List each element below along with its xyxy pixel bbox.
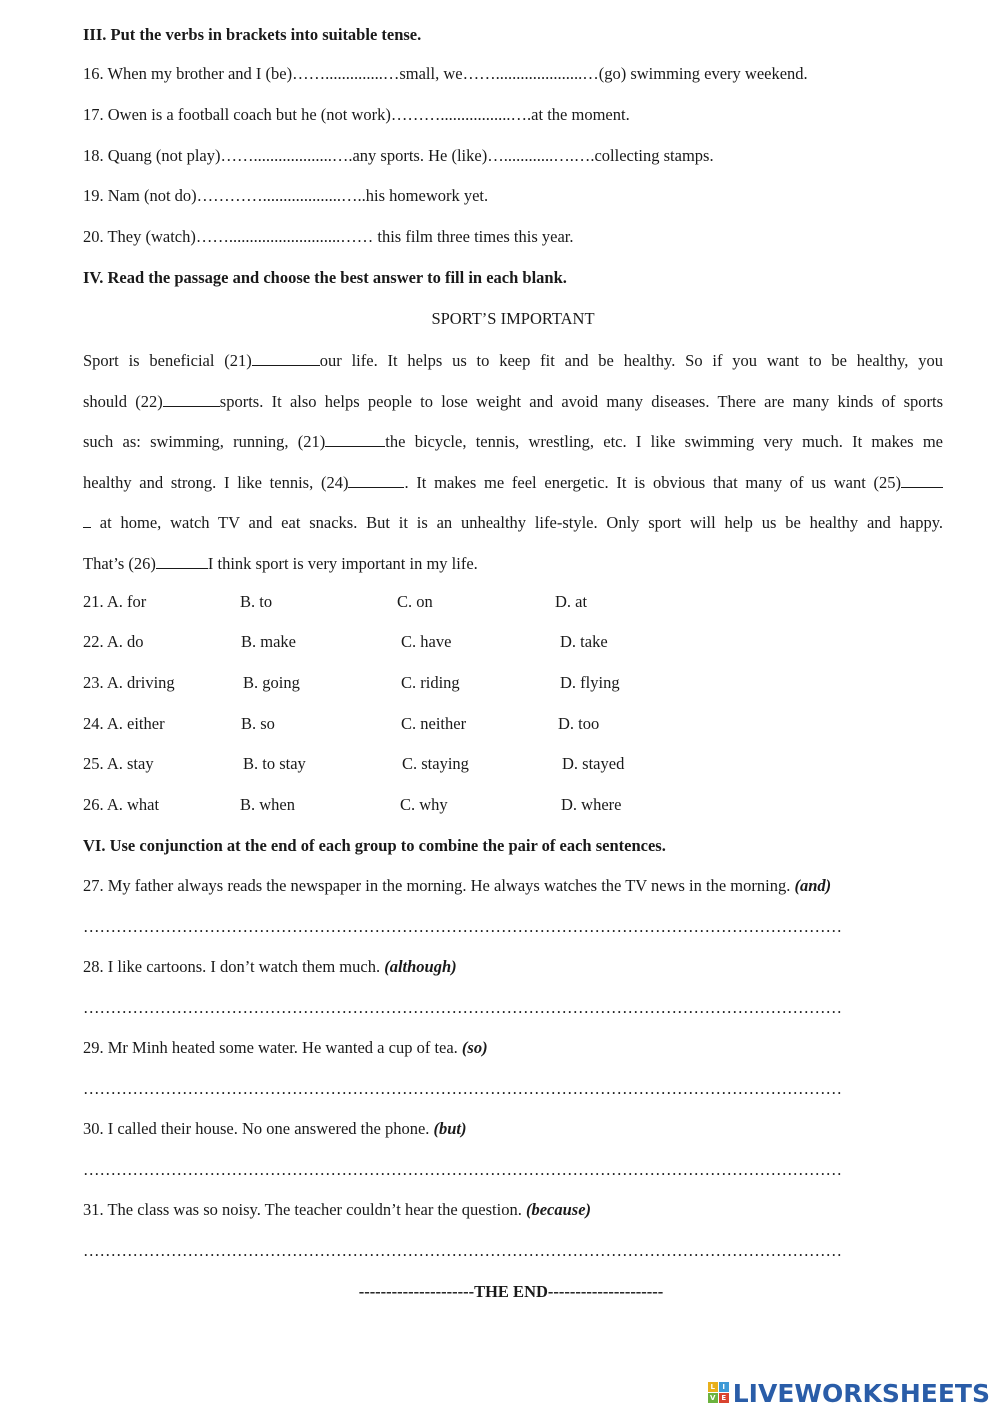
option-22-a[interactable]: 22. A. do	[83, 632, 144, 651]
section-4-heading: IV. Read the passage and choose the best answer to fill in each blank.	[83, 268, 567, 287]
passage-blank-25-continued[interactable]	[83, 511, 91, 528]
section-3-heading: III. Put the verbs in brackets into suitable tense.	[83, 25, 422, 44]
option-23-b[interactable]: B. going	[243, 673, 300, 692]
the-end-footer: ---------------------THE END---------------------	[358, 1282, 664, 1301]
option-25-b[interactable]: B. to stay	[243, 754, 306, 773]
option-23-c[interactable]: C. riding	[401, 673, 460, 692]
answer-line-29[interactable]: …………………………………………………………………………………………………………………………	[83, 1079, 842, 1098]
section-6-heading: VI. Use conjunction at the end of each group to combine the pair of each sentences.	[83, 836, 666, 855]
liveworksheets-logo	[708, 1378, 990, 1408]
option-24-b[interactable]: B. so	[241, 714, 275, 733]
passage-line-3: such as: swimming, running, (21) the bicycle, tennis, wrestling, etc. I like swimming very much. It makes me	[83, 432, 943, 451]
option-24-a[interactable]: 24. A. either	[83, 714, 165, 733]
conjunction-hint-27: (and)	[794, 876, 832, 895]
option-26-b[interactable]: B. when	[240, 795, 295, 814]
option-24-c[interactable]: C. neither	[401, 714, 467, 733]
option-21-d[interactable]: D. at	[555, 592, 588, 611]
option-26-d[interactable]: D. where	[561, 795, 622, 814]
passage-blank-24[interactable]	[348, 471, 404, 488]
option-21-b[interactable]: B. to	[240, 592, 273, 611]
liveworksheets-logo-icon: L I V E	[708, 1382, 730, 1404]
conjunction-hint-29: (so)	[461, 1038, 488, 1057]
question-30: 30. I called their house. No one answered the phone. (but)	[83, 1119, 467, 1138]
passage-line-4: healthy and strong. I like tennis, (24) . It makes me feel energetic. It is obvious that many of us want (25)	[83, 471, 943, 493]
passage-blank-21[interactable]	[252, 349, 320, 366]
option-22-c[interactable]: C. have	[401, 632, 452, 651]
passage-line-5: at home, watch TV and eat snacks. But it is an unhealthy life-style. Only sport will help us be healthy and happy.	[83, 511, 943, 533]
question-16: 16. When my brother and I (be)……..............…small, we…….....................…(go) swimming every weekend.	[83, 64, 808, 83]
option-25-d[interactable]: D. stayed	[562, 754, 625, 773]
passage-line-1: Sport is beneficial (21) our life. It helps us to keep fit and be healthy. So if you want to be healthy, you	[83, 351, 944, 370]
option-23-a[interactable]: 23. A. driving	[83, 673, 175, 692]
passage-title: SPORT’S IMPORTANT	[431, 309, 595, 328]
answer-blank-19[interactable]: …………...................…..	[196, 186, 366, 205]
question-31: 31. The class was so noisy. The teacher couldn’t hear the question. (because)	[83, 1200, 592, 1219]
answer-line-28[interactable]: …………………………………………………………………………………………………………………………	[83, 998, 842, 1017]
answer-blank-18a[interactable]: ……...................….	[220, 146, 353, 165]
question-20: 20. They (watch)……...........................…… this film three times this year.	[83, 227, 574, 246]
answer-blank-20[interactable]: ……...........................……	[195, 227, 374, 246]
option-21-a[interactable]: 21. A. for	[83, 592, 147, 611]
question-18: 18. Quang (not play)……...................….any sports. He (like)…............….….collecting stamps.	[83, 146, 714, 165]
question-19: 19. Nam (not do)…………...................…..his homework yet.	[83, 186, 489, 205]
passage-line-6: That’s (26) I think sport is very important in my life.	[83, 554, 478, 573]
answer-line-31[interactable]: …………………………………………………………………………………………………………………………	[83, 1241, 842, 1260]
option-25-c[interactable]: C. staying	[402, 754, 469, 773]
option-21-c[interactable]: C. on	[397, 592, 433, 611]
question-29: 29. Mr Minh heated some water. He wanted a cup of tea. (so)	[83, 1038, 488, 1057]
question-17: 17. Owen is a football coach but he (not work)……….................….at the moment.	[83, 105, 630, 124]
passage-blank-25[interactable]	[901, 471, 943, 488]
option-25-a[interactable]: 25. A. stay	[83, 754, 154, 773]
liveworksheets-logo-text: LIVEWORKSHEETS	[732, 1378, 990, 1408]
option-23-d[interactable]: D. flying	[560, 673, 620, 692]
option-24-d[interactable]: D. too	[558, 714, 600, 733]
option-22-d[interactable]: D. take	[560, 632, 608, 651]
answer-blank-16a[interactable]: ……..............…	[292, 64, 400, 83]
question-28: 28. I like cartoons. I don’t watch them much. (although)	[83, 957, 457, 976]
answer-blank-17[interactable]: ……….................….	[390, 105, 532, 124]
answer-line-27[interactable]: …………………………………………………………………………………………………………………………	[83, 917, 842, 936]
passage-blank-23[interactable]	[325, 430, 385, 447]
answer-blank-18b[interactable]: …............….…	[487, 146, 591, 165]
passage-blank-22[interactable]	[163, 390, 220, 407]
option-26-a[interactable]: 26. A. what	[83, 795, 160, 814]
conjunction-hint-30: (but)	[433, 1119, 467, 1138]
answer-blank-16b[interactable]: …….....................…	[462, 64, 599, 83]
option-22-b[interactable]: B. make	[241, 632, 296, 651]
option-26-c[interactable]: C. why	[400, 795, 448, 814]
answer-line-30[interactable]: …………………………………………………………………………………………………………………………	[83, 1160, 842, 1179]
conjunction-hint-31: (because)	[525, 1200, 592, 1219]
question-27: 27. My father always reads the newspaper in the morning. He always watches the TV news in the morning. (and)	[83, 876, 832, 895]
passage-blank-26[interactable]	[156, 552, 208, 569]
conjunction-hint-28: (although)	[384, 957, 457, 976]
passage-line-2: should (22) sports. It also helps people to lose weight and avoid many diseases. There are many kinds of sports	[83, 392, 944, 411]
